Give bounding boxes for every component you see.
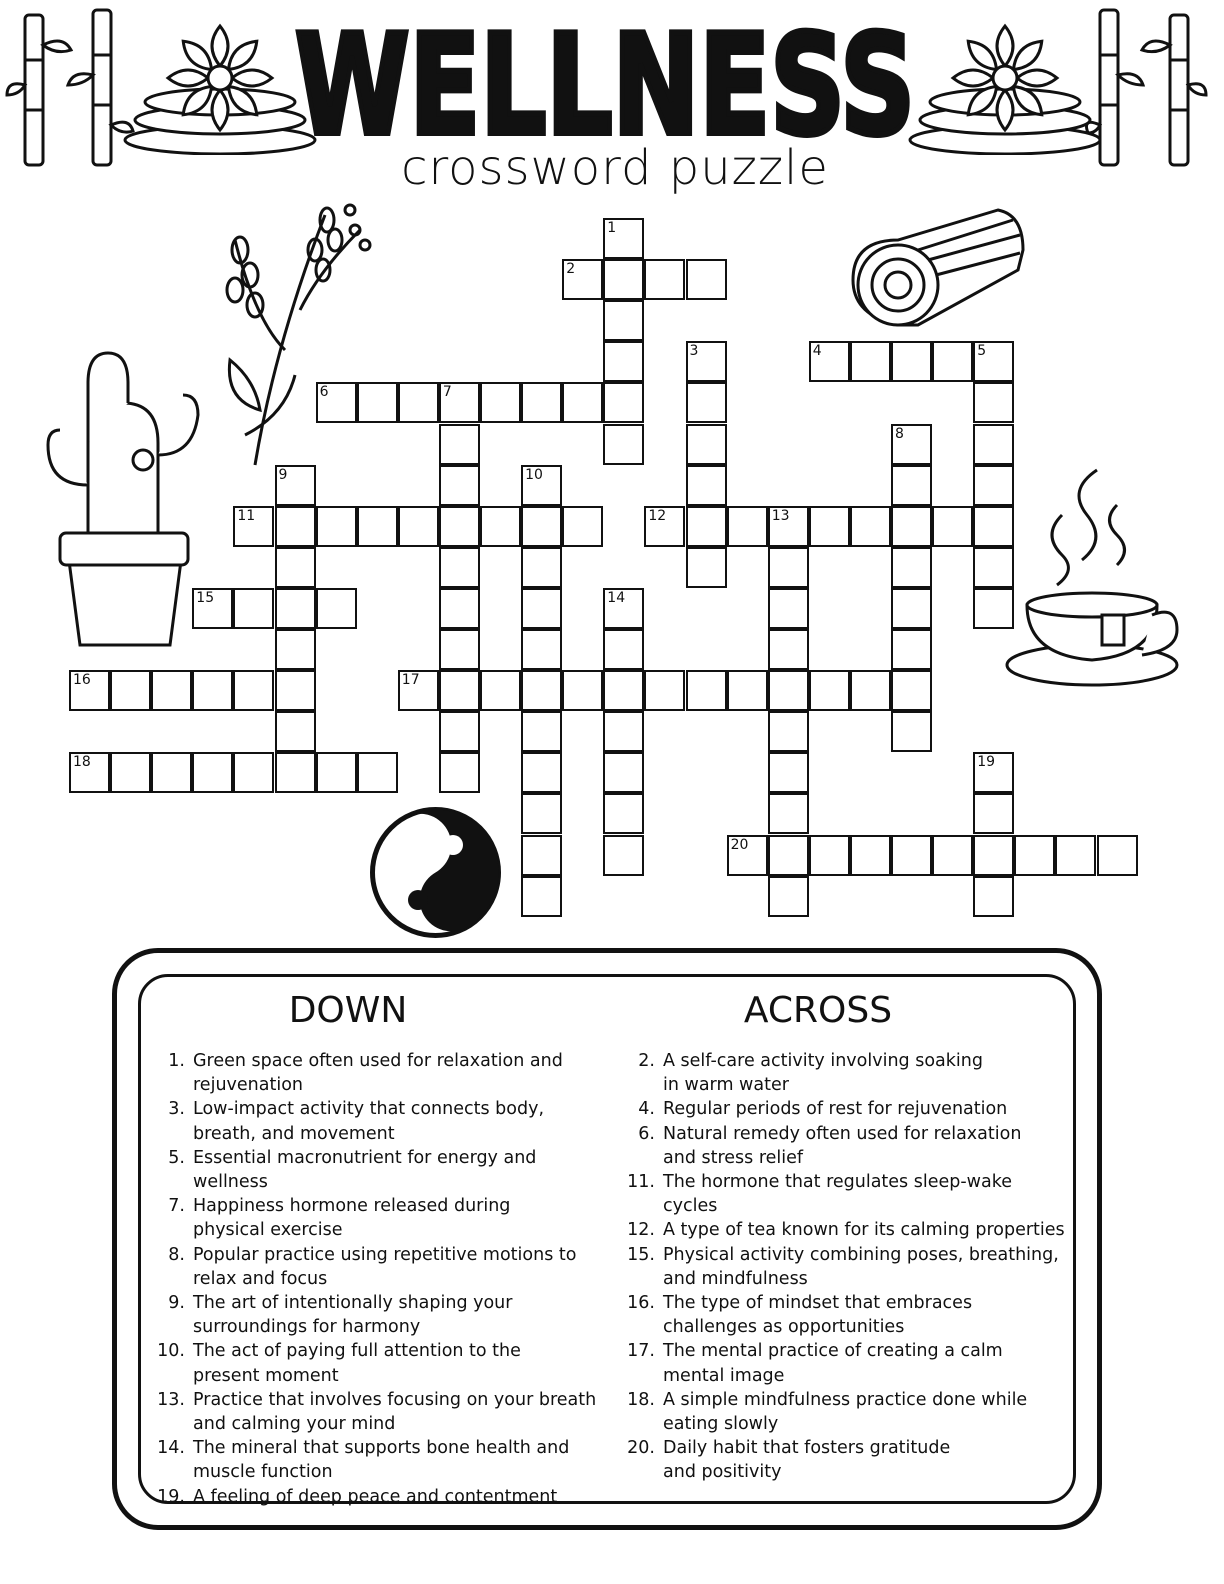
clue-num bbox=[151, 1218, 193, 1242]
clue-num: 11. bbox=[627, 1172, 655, 1193]
grid-cell[interactable] bbox=[727, 670, 768, 711]
clue-item bbox=[621, 1073, 1066, 1097]
grid-cell[interactable] bbox=[439, 629, 480, 670]
clue-text: Popular practice using repetitive motions to bbox=[193, 1244, 577, 1265]
grid-cell[interactable] bbox=[973, 465, 1014, 506]
grid-cell[interactable] bbox=[891, 424, 932, 465]
grid-cell[interactable] bbox=[644, 259, 685, 300]
bamboo-icon bbox=[5, 5, 135, 170]
grid-cell[interactable] bbox=[891, 341, 932, 382]
grid-cell[interactable] bbox=[521, 588, 562, 629]
grid-cell[interactable] bbox=[973, 876, 1014, 917]
grid-cell[interactable] bbox=[768, 835, 809, 876]
clue-num bbox=[621, 1364, 663, 1388]
clue-text: mental image bbox=[663, 1365, 785, 1386]
clue-text: A simple mindfulness practice done while bbox=[663, 1389, 1028, 1410]
grid-cell[interactable] bbox=[727, 506, 768, 547]
clue-number: 15 bbox=[196, 589, 215, 606]
grid-cell[interactable] bbox=[69, 752, 110, 793]
grid-cell[interactable] bbox=[768, 876, 809, 917]
clue-num: 19. bbox=[157, 1486, 185, 1507]
grid-cell[interactable] bbox=[603, 793, 644, 834]
grid-cell[interactable] bbox=[644, 506, 685, 547]
down-heading: DOWN bbox=[288, 990, 408, 1031]
clue-text: Natural remedy often used for relaxation bbox=[663, 1123, 1022, 1144]
grid-cell[interactable] bbox=[275, 547, 316, 588]
grid-cell[interactable] bbox=[768, 506, 809, 547]
grid-cell[interactable] bbox=[686, 465, 727, 506]
clue-item bbox=[621, 1460, 1066, 1484]
grid-cell[interactable] bbox=[686, 424, 727, 465]
clue-num: 1. bbox=[168, 1051, 185, 1071]
clue-text: Happiness hormone released during bbox=[193, 1196, 511, 1217]
grid-cell[interactable] bbox=[480, 506, 521, 547]
grid-cell[interactable] bbox=[521, 629, 562, 670]
grid-cell[interactable] bbox=[521, 465, 562, 506]
grid-cell[interactable] bbox=[521, 876, 562, 917]
clue-number: 7 bbox=[442, 384, 452, 401]
grid-cell[interactable] bbox=[357, 752, 398, 793]
title-text: WELLNESS bbox=[295, 5, 915, 155]
clue-text: The type of mindset that embraces bbox=[663, 1293, 973, 1314]
grid-cell[interactable] bbox=[973, 506, 1014, 547]
clue-item bbox=[621, 1388, 1066, 1412]
clue-item bbox=[621, 1097, 1066, 1121]
clue-num: 17. bbox=[627, 1341, 655, 1362]
clue-num bbox=[151, 1122, 193, 1146]
clue-item bbox=[151, 1339, 611, 1363]
grid-cell[interactable] bbox=[891, 835, 932, 876]
clue-number: 11 bbox=[237, 507, 256, 524]
clue-num: 4. bbox=[638, 1099, 655, 1120]
grid-cell[interactable] bbox=[891, 711, 932, 752]
clue-item bbox=[151, 1049, 611, 1073]
grid-cell[interactable] bbox=[891, 547, 932, 588]
clue-text: and calming your mind bbox=[193, 1414, 396, 1435]
grid-cell[interactable] bbox=[891, 588, 932, 629]
clue-item bbox=[151, 1267, 611, 1291]
clue-text: Green space often used for relaxation and bbox=[193, 1051, 563, 1071]
grid-cell[interactable] bbox=[603, 259, 644, 300]
grid-cell[interactable] bbox=[603, 752, 644, 793]
clue-number: 12 bbox=[648, 507, 667, 524]
grid-cell[interactable] bbox=[809, 506, 850, 547]
clue-num bbox=[621, 1460, 663, 1484]
grid-cell[interactable] bbox=[233, 588, 274, 629]
clue-item bbox=[151, 1315, 611, 1339]
clue-text: Daily habit that fosters gratitude bbox=[663, 1438, 951, 1459]
clue-number: 4 bbox=[812, 343, 822, 360]
grid-cell[interactable] bbox=[768, 547, 809, 588]
clue-item bbox=[621, 1291, 1066, 1315]
grid-cell[interactable] bbox=[603, 424, 644, 465]
clue-num: 15. bbox=[627, 1244, 655, 1265]
clue-text: muscle function bbox=[193, 1462, 333, 1483]
clue-text: Low-impact activity that connects body, bbox=[193, 1099, 545, 1120]
grid-cell[interactable] bbox=[521, 547, 562, 588]
clue-item bbox=[151, 1485, 611, 1509]
grid-cell[interactable] bbox=[973, 752, 1014, 793]
clue-num bbox=[621, 1267, 663, 1291]
clue-num: 14. bbox=[157, 1438, 185, 1459]
page-subtitle: crossword puzzle bbox=[401, 140, 829, 196]
clue-num: 20. bbox=[627, 1438, 655, 1459]
grid-cell[interactable] bbox=[932, 506, 973, 547]
clue-number: 2 bbox=[566, 261, 576, 278]
grid-cell[interactable] bbox=[850, 506, 891, 547]
clue-number: 6 bbox=[319, 384, 329, 401]
clue-num: 6. bbox=[638, 1123, 655, 1144]
clue-item bbox=[151, 1146, 611, 1194]
grid-cell[interactable] bbox=[439, 752, 480, 793]
lavender-icon bbox=[215, 180, 385, 470]
clue-text: surroundings for harmony bbox=[193, 1317, 421, 1338]
clue-number: 20 bbox=[730, 836, 749, 853]
clue-item bbox=[151, 1194, 611, 1218]
grid-cell[interactable] bbox=[275, 752, 316, 793]
grid-cell[interactable] bbox=[891, 670, 932, 711]
clue-num: 12. bbox=[627, 1220, 655, 1241]
clue-number: 10 bbox=[525, 466, 543, 483]
clue-number: 19 bbox=[977, 754, 996, 771]
grid-cell[interactable] bbox=[275, 670, 316, 711]
grid-cell[interactable] bbox=[603, 835, 644, 876]
grid-cell[interactable] bbox=[110, 670, 151, 711]
clue-number: 14 bbox=[607, 589, 626, 606]
grid-cell[interactable] bbox=[1097, 835, 1138, 876]
clue-text: breath, and movement bbox=[193, 1123, 395, 1144]
grid-cell[interactable] bbox=[686, 670, 727, 711]
clue-item bbox=[151, 1388, 611, 1412]
clue-text: and stress relief bbox=[663, 1147, 804, 1168]
grid-cell[interactable] bbox=[603, 218, 644, 259]
yin-yang-icon bbox=[368, 805, 503, 940]
clue-num bbox=[621, 1146, 663, 1170]
clue-item bbox=[621, 1315, 1066, 1339]
lotus-flower-icon bbox=[905, 20, 1105, 155]
grid-cell[interactable] bbox=[973, 424, 1014, 465]
clue-text: present moment bbox=[193, 1365, 339, 1386]
clue-number: 8 bbox=[895, 425, 904, 442]
clue-text: Physical activity combining poses, breathing, bbox=[663, 1244, 1059, 1265]
rolled-towel-icon bbox=[848, 205, 1028, 335]
grid-cell[interactable] bbox=[603, 341, 644, 382]
clue-item bbox=[151, 1412, 611, 1436]
grid-cell[interactable] bbox=[973, 382, 1014, 423]
clue-num: 5. bbox=[168, 1147, 185, 1168]
clue-number: 17 bbox=[401, 672, 420, 689]
grid-cell[interactable] bbox=[603, 711, 644, 752]
grid-cell[interactable] bbox=[809, 341, 850, 382]
clue-num bbox=[621, 1073, 663, 1097]
clue-item bbox=[621, 1364, 1066, 1388]
grid-cell[interactable] bbox=[110, 752, 151, 793]
grid-cell[interactable] bbox=[521, 793, 562, 834]
across-heading: ACROSS bbox=[743, 990, 893, 1031]
clue-text: in warm water bbox=[663, 1075, 789, 1096]
clue-item bbox=[621, 1218, 1066, 1242]
clue-num: 16. bbox=[627, 1293, 655, 1314]
grid-cell[interactable] bbox=[891, 629, 932, 670]
grid-cell[interactable] bbox=[973, 341, 1014, 382]
grid-cell[interactable] bbox=[439, 711, 480, 752]
grid-cell[interactable] bbox=[439, 588, 480, 629]
grid-cell[interactable] bbox=[480, 382, 521, 423]
clue-item bbox=[151, 1364, 611, 1388]
grid-cell[interactable] bbox=[521, 382, 562, 423]
grid-cell[interactable] bbox=[233, 506, 274, 547]
clue-number: 5 bbox=[977, 343, 987, 360]
grid-cell[interactable] bbox=[69, 670, 110, 711]
grid-cell[interactable] bbox=[686, 506, 727, 547]
grid-cell[interactable] bbox=[686, 382, 727, 423]
grid-cell[interactable] bbox=[275, 629, 316, 670]
grid-cell[interactable] bbox=[562, 259, 603, 300]
grid-cell[interactable] bbox=[562, 670, 603, 711]
clue-text: A feeling of deep peace and contentment bbox=[193, 1486, 558, 1507]
clue-num: 8. bbox=[168, 1244, 185, 1265]
across-clue-list bbox=[621, 1049, 1066, 1485]
grid-cell[interactable] bbox=[439, 424, 480, 465]
clue-text: A type of tea known for its calming properties bbox=[663, 1220, 1065, 1241]
grid-cell[interactable] bbox=[1014, 835, 1055, 876]
grid-cell[interactable] bbox=[973, 588, 1014, 629]
grid-cell[interactable] bbox=[275, 711, 316, 752]
clue-item bbox=[151, 1460, 611, 1484]
grid-cell[interactable] bbox=[275, 588, 316, 629]
grid-cell[interactable] bbox=[192, 670, 233, 711]
grid-cell[interactable] bbox=[439, 506, 480, 547]
clue-text: The act of paying full attention to the bbox=[193, 1341, 521, 1362]
clue-text: Essential macronutrient for energy and wellness bbox=[193, 1147, 537, 1193]
grid-cell[interactable] bbox=[233, 752, 274, 793]
grid-cell[interactable] bbox=[686, 341, 727, 382]
grid-cell[interactable] bbox=[521, 670, 562, 711]
grid-cell[interactable] bbox=[316, 752, 357, 793]
page-title bbox=[280, 5, 930, 155]
clue-item bbox=[151, 1243, 611, 1267]
clue-num: 7. bbox=[168, 1196, 185, 1217]
clue-number: 9 bbox=[278, 466, 288, 483]
clue-item bbox=[621, 1170, 1066, 1218]
grid-cell[interactable] bbox=[151, 670, 192, 711]
grid-cell[interactable] bbox=[973, 547, 1014, 588]
grid-cell[interactable] bbox=[768, 752, 809, 793]
grid-cell[interactable] bbox=[357, 382, 398, 423]
grid-cell[interactable] bbox=[603, 670, 644, 711]
grid-cell[interactable] bbox=[768, 711, 809, 752]
clue-num bbox=[151, 1315, 193, 1339]
grid-cell[interactable] bbox=[562, 506, 603, 547]
clue-text: eating slowly bbox=[663, 1414, 779, 1435]
clue-text: A self-care activity involving soaking bbox=[663, 1051, 983, 1071]
tea-cup-icon bbox=[1002, 465, 1182, 695]
grid-cell[interactable] bbox=[891, 506, 932, 547]
clue-text: Regular periods of rest for rejuvenation bbox=[663, 1099, 1008, 1120]
clue-number: 16 bbox=[73, 672, 91, 689]
grid-cell[interactable] bbox=[850, 341, 891, 382]
grid-cell[interactable] bbox=[768, 670, 809, 711]
grid-cell[interactable] bbox=[398, 670, 439, 711]
grid-cell[interactable] bbox=[233, 670, 274, 711]
grid-cell[interactable] bbox=[891, 465, 932, 506]
clue-number: 18 bbox=[73, 754, 91, 771]
clue-num bbox=[621, 1412, 663, 1436]
clue-item bbox=[151, 1122, 611, 1146]
clue-text: challenges as opportunities bbox=[663, 1317, 905, 1338]
grid-cell[interactable] bbox=[316, 506, 357, 547]
clue-item bbox=[621, 1436, 1066, 1460]
clue-item bbox=[151, 1218, 611, 1242]
grid-cell[interactable] bbox=[398, 506, 439, 547]
clue-num bbox=[151, 1460, 193, 1484]
clue-num: 10. bbox=[157, 1341, 185, 1362]
grid-cell[interactable] bbox=[932, 341, 973, 382]
clue-num: 13. bbox=[157, 1389, 185, 1410]
grid-cell[interactable] bbox=[686, 259, 727, 300]
grid-cell[interactable] bbox=[973, 793, 1014, 834]
clue-text: rejuvenation bbox=[193, 1075, 303, 1096]
grid-cell[interactable] bbox=[727, 835, 768, 876]
grid-cell[interactable] bbox=[850, 670, 891, 711]
grid-cell[interactable] bbox=[521, 835, 562, 876]
grid-cell[interactable] bbox=[192, 752, 233, 793]
grid-cell[interactable] bbox=[398, 382, 439, 423]
cactus-icon bbox=[28, 345, 203, 655]
clue-text: The mental practice of creating a calm bbox=[663, 1341, 1003, 1362]
grid-cell[interactable] bbox=[316, 588, 357, 629]
clue-item bbox=[621, 1267, 1066, 1291]
clue-num: 3. bbox=[168, 1099, 185, 1120]
grid-cell[interactable] bbox=[768, 629, 809, 670]
grid-cell[interactable] bbox=[439, 465, 480, 506]
clue-number: 1 bbox=[607, 220, 617, 236]
clue-item bbox=[151, 1291, 611, 1315]
grid-cell[interactable] bbox=[521, 711, 562, 752]
grid-cell[interactable] bbox=[768, 793, 809, 834]
clue-num: 18. bbox=[627, 1389, 655, 1410]
down-clue-list bbox=[151, 1049, 611, 1509]
clue-text: The hormone that regulates sleep-wake cycles bbox=[663, 1172, 1012, 1217]
grid-cell[interactable] bbox=[973, 835, 1014, 876]
clue-item bbox=[621, 1049, 1066, 1073]
grid-cell[interactable] bbox=[809, 670, 850, 711]
grid-cell[interactable] bbox=[357, 506, 398, 547]
grid-cell[interactable] bbox=[562, 382, 603, 423]
grid-cell[interactable] bbox=[521, 506, 562, 547]
grid-cell[interactable] bbox=[275, 465, 316, 506]
grid-cell[interactable] bbox=[275, 506, 316, 547]
grid-cell[interactable] bbox=[521, 752, 562, 793]
clue-item bbox=[621, 1339, 1066, 1363]
grid-cell[interactable] bbox=[603, 382, 644, 423]
clue-text: The mineral that supports bone health and bbox=[193, 1438, 570, 1459]
clue-text: relax and focus bbox=[193, 1268, 328, 1289]
clue-text: physical exercise bbox=[193, 1220, 343, 1241]
grid-cell[interactable] bbox=[192, 588, 233, 629]
clue-item bbox=[621, 1122, 1066, 1146]
grid-cell[interactable] bbox=[1055, 835, 1096, 876]
grid-cell[interactable] bbox=[809, 835, 850, 876]
grid-cell[interactable] bbox=[850, 835, 891, 876]
clue-num bbox=[621, 1315, 663, 1339]
grid-cell[interactable] bbox=[603, 300, 644, 341]
clue-text: and mindfulness bbox=[663, 1268, 808, 1289]
clue-number: 13 bbox=[771, 507, 790, 524]
clue-item bbox=[151, 1097, 611, 1121]
clue-item bbox=[621, 1412, 1066, 1436]
clue-text: and positivity bbox=[663, 1462, 782, 1483]
grid-cell[interactable] bbox=[768, 588, 809, 629]
clue-num: 2. bbox=[638, 1051, 655, 1071]
clue-num bbox=[151, 1073, 193, 1097]
grid-cell[interactable] bbox=[439, 382, 480, 423]
clue-text: The art of intentionally shaping your bbox=[193, 1293, 513, 1314]
grid-cell[interactable] bbox=[932, 835, 973, 876]
clue-num bbox=[151, 1364, 193, 1388]
grid-cell[interactable] bbox=[316, 382, 357, 423]
grid-cell[interactable] bbox=[439, 670, 480, 711]
grid-cell[interactable] bbox=[686, 547, 727, 588]
clue-text: Practice that involves focusing on your breath bbox=[193, 1389, 597, 1410]
clue-number: 3 bbox=[689, 343, 699, 360]
clue-num bbox=[151, 1412, 193, 1436]
clue-num: 9. bbox=[168, 1293, 185, 1314]
grid-cell[interactable] bbox=[439, 547, 480, 588]
clue-item bbox=[151, 1073, 611, 1097]
grid-cell[interactable] bbox=[644, 670, 685, 711]
bamboo-icon bbox=[1085, 5, 1220, 170]
clue-item bbox=[151, 1436, 611, 1460]
grid-cell[interactable] bbox=[603, 629, 644, 670]
clue-num bbox=[151, 1267, 193, 1291]
grid-cell[interactable] bbox=[480, 670, 521, 711]
grid-cell[interactable] bbox=[603, 588, 644, 629]
clue-item bbox=[621, 1146, 1066, 1170]
clue-item bbox=[621, 1243, 1066, 1267]
grid-cell[interactable] bbox=[151, 752, 192, 793]
